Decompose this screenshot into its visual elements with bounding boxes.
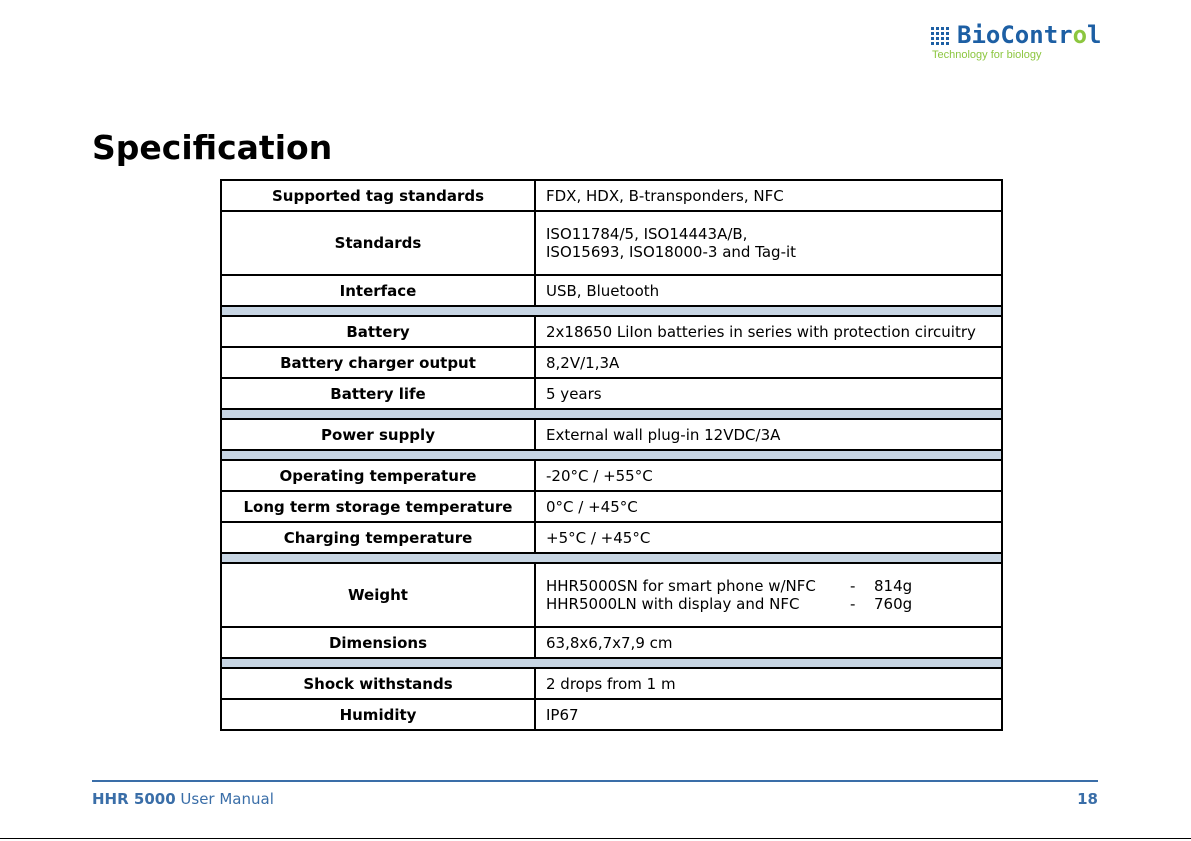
page-edge-line [0,838,1191,839]
weight-dash: - [850,595,856,613]
spec-value: USB, Bluetooth [535,275,1002,306]
section-separator [221,658,1002,668]
logo-wordmark-part1: BioContr [957,21,1073,49]
logo-wordmark-part2: l [1087,21,1102,49]
spec-value: 0°C / +45°C [535,491,1002,522]
spec-value: FDX, HDX, B-transponders, NFC [535,180,1002,211]
specification-table [220,179,1003,731]
biocontrol-logo [930,21,1102,64]
footer-doc-title [92,790,274,808]
logo-wordmark [957,21,1102,49]
spec-value: 2 drops from 1 m [535,668,1002,699]
weight-model: HHR5000LN with display and NFC [546,595,800,613]
spec-label: Supported tag standards [221,180,535,211]
spec-row-operating-temperature [221,460,1002,491]
page-title: Specification [92,128,333,167]
spec-row-dimensions [221,627,1002,658]
spec-value [535,563,1002,627]
spec-label: Battery [221,316,535,347]
logo-dots-icon [930,26,954,48]
weight-value: 760g [874,595,913,613]
spec-value: +5°C / +45°C [535,522,1002,553]
spec-value: 63,8x6,7x7,9 cm [535,627,1002,658]
spec-row-power-supply [221,419,1002,450]
section-separator [221,553,1002,563]
spec-row-long-term-storage-temperature [221,491,1002,522]
spec-label: Dimensions [221,627,535,658]
spec-label: Operating temperature [221,460,535,491]
spec-row-battery-charger-output [221,347,1002,378]
spec-row-humidity [221,699,1002,730]
spec-row-charging-temperature [221,522,1002,553]
spec-value: 2x18650 LiIon batteries in series with protection circuitry [535,316,1002,347]
spec-label: Shock withstands [221,668,535,699]
spec-label: Battery life [221,378,535,409]
spec-label: Battery charger output [221,347,535,378]
weight-value: 814g [874,577,913,595]
spec-label: Standards [221,211,535,275]
spec-value [535,211,1002,275]
logo-tagline: Technology for biology [932,49,1042,61]
spec-label: Power supply [221,419,535,450]
spec-label: Long term storage temperature [221,491,535,522]
spec-row-supported-tag-standards [221,180,1002,211]
spec-row-battery-life [221,378,1002,409]
weight-line [546,595,1001,613]
spec-value: IP67 [535,699,1002,730]
spec-label: Charging temperature [221,522,535,553]
footer-divider [92,780,1098,782]
spec-label: Interface [221,275,535,306]
weight-dash: - [850,577,856,595]
weight-model: HHR5000SN for smart phone w/NFC [546,577,816,595]
spec-row-shock-withstands [221,668,1002,699]
spec-label: Weight [221,563,535,627]
footer-product-name: HHR 5000 [92,790,176,808]
footer-doc-name: User Manual [175,790,274,808]
spec-value-line: ISO11784/5, ISO14443A/B, [546,225,748,243]
spec-value: -20°C / +55°C [535,460,1002,491]
section-separator [221,450,1002,460]
spec-row-weight [221,563,1002,627]
logo-wordmark-accent: o [1072,21,1088,49]
spec-row-standards [221,211,1002,275]
spec-label: Humidity [221,699,535,730]
page-number: 18 [1077,790,1098,808]
spec-value: 5 years [535,378,1002,409]
spec-value: 8,2V/1,3A [535,347,1002,378]
spec-value-line: ISO15693, ISO18000-3 and Tag-it [546,243,797,261]
spec-row-interface [221,275,1002,306]
weight-line [546,577,1001,595]
spec-value: External wall plug-in 12VDC/3A [535,419,1002,450]
section-separator [221,306,1002,316]
section-separator [221,409,1002,419]
spec-row-battery [221,316,1002,347]
